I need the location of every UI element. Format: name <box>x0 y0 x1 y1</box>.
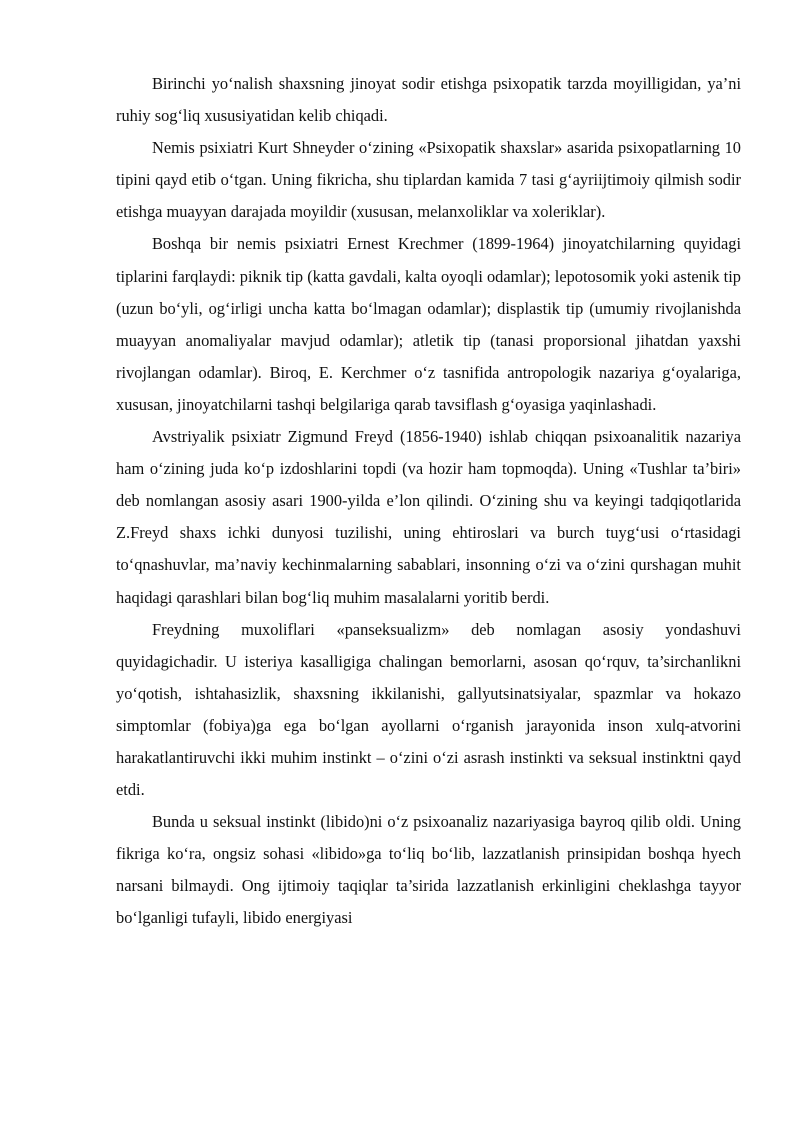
paragraph-5: Freydning muxoliflari «panseksualizm» deb nomlagan asosiy yondashuvi quyidagichadir. U isteriya kasalligiga chalingan bemorlarni, asosan qo‘rquv, ta’sirchanlikni yo‘qotish, ishtahasizlik, shaxsning ikkilanishi, gallyutsinatsiyalar, spazmlar va hokazo simptomlar (fobiya)ga ega bo‘lgan ayollarni o‘rganish jarayonida inson xulq-atvorini harakatlantiruvchi ikki muhim instinkt – o‘zini o‘zi asrash instinkti va seksual instinktni qayd etdi. <box>116 619 741 800</box>
paragraph-2: Nemis psixiatri Kurt Shneyder o‘zining «Psixopatik shaxslar» asarida psixopatlarning 10 tipini qayd etib o‘tgan. Uning fikricha, shu tiplardan kamida 7 tasi g‘ayriijtimoiy qilmish sodir etishga muayyan darajada moyildir (xususan, melanxoliklar va xoleriklar). <box>116 138 741 222</box>
paragraph-4: Avstriyalik psixiatr Zigmund Freyd (1856-1940) ishlab chiqqan psixoanalitik nazariya ham o‘zining juda ko‘p izdoshlarini topdi (va hozir ham topmoqda). Uning «Tushlar ta’biri» deb nomlangan asosiy asari 1900-yilda e’lon qilindi. O‘zining shu va keyingi tadqiqotlarida Z.Freyd shaxs ichki dunyosi tuzilishi, uning ehtiroslari va burch tuyg‘usi o‘rtasidagi to‘qnashuvlar, ma’naviy kechinmalarning sabablari, insonning o‘zi va o‘zini qurshagan muhit haqidagi qarashlari bilan bog‘liq muhim masalalarni yoritib berdi. <box>116 427 741 607</box>
paragraph-3: Boshqa bir nemis psixiatri Ernest Krechmer (1899-1964) jinoyatchilarning quyidagi tiplarini farqlaydi: piknik tip (katta gavdali, kalta oyoqli odamlar); lepotosomik yoki astenik tip (uzun bo‘yli, og‘irligi uncha katta bo‘lmagan odamlar); displastik tip (umumiy rivojlanishda muayyan anomaliyalar mavjud odamlar); atletik tip (tanasi proporsional jihatdan yaxshi rivojlangan odamlar). Biroq, E. Kerchmer o‘z tasnifida antropologik nazariya g‘oyalariga, xususan, jinoyatchilarni tashqi belgilariga qarab tavsiflash g‘oyasiga yaqinlashadi. <box>116 234 741 414</box>
document-body <box>116 68 741 935</box>
paragraph-6: Bunda u seksual instinkt (libido)ni o‘z psixoanaliz nazariyasiga bayroq qilib oldi. Uning fikriga ko‘ra, ongsiz sohasi «libido»ga to‘liq bo‘lib, lazzatlanish prinsipidan boshqa hyech narsani bilmaydi. Ong ijtimoiy taqiqlar ta’sirida lazzatlanish erkinligini cheklashga tayyor bo‘lganligi tufayli, libido energiyasi <box>116 812 741 928</box>
paragraph-1: Birinchi yo‘nalish shaxsning jinoyat sodir etishga psixopatik tarzda moyilligidan, ya’ni ruhiy sog‘liq xususiyatidan kelib chiqadi. <box>116 74 741 126</box>
